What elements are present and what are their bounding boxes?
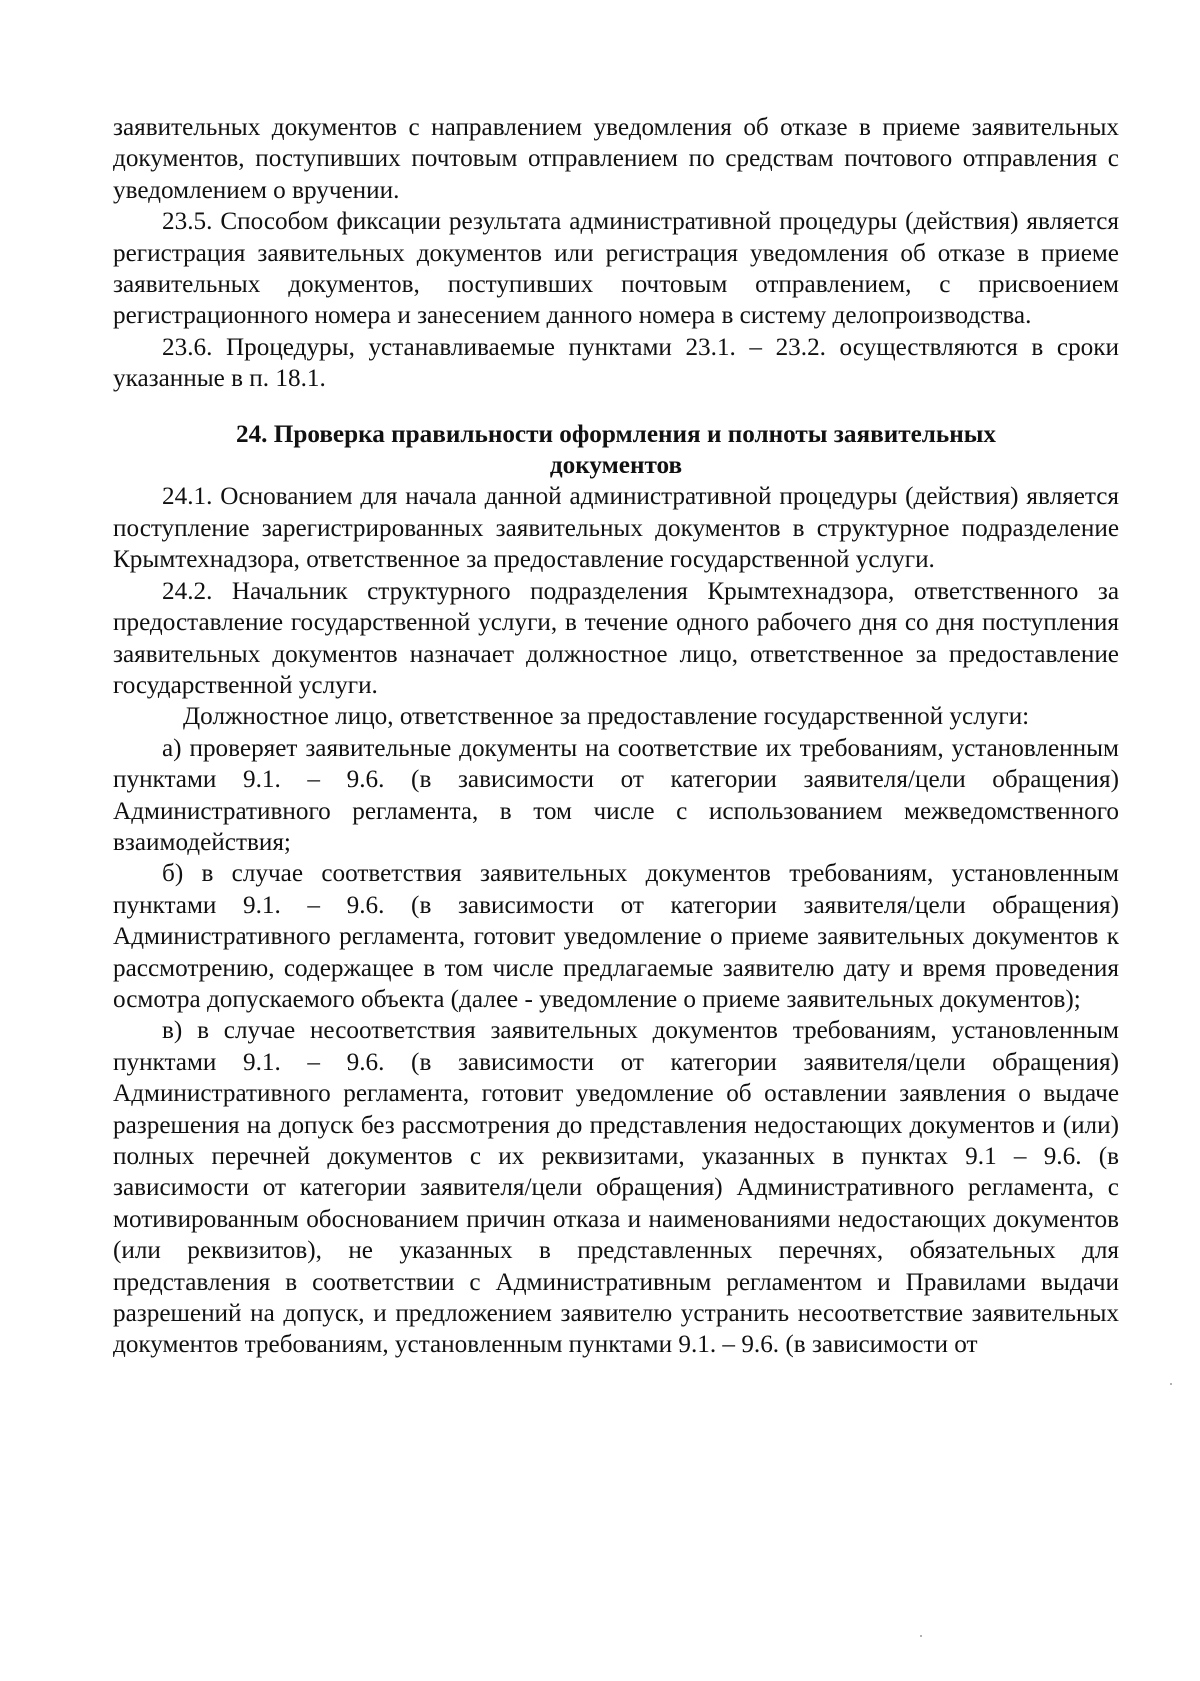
list-item-v: в) в случае несоответствия заявительных документов требованиям, установленным пунктами 9.1. – 9.6. (в зависимости от категории заявителя/цели обращения) Административного регламента, готовит уведомление об оставлении заявления о выдаче разрешения на допуск без рассмотрения до представления недостающих документов и (или) полных перечней документов с их реквизитами, указанных в пунктах 9.1 – 9.6. (в зависимости от категории заявителя/цели обращения) Административного регламента, с мотивированным обоснованием причин отказа и наименованиями недостающих документов (или реквизитов), не указанных в представленных перечнях, обязательных для представления в соответствии с Административным регламентом и Правилами выдачи разрешений на допуск, и предложением заявителю устранить несоответствие заявительных документов требованиям, установленным пунктами 9.1. – 9.6. (в зависимости от [113,1017,1119,1359]
list-item-a: а) проверяет заявительные документы на соответствие их требованиям, установленным пунктами 9.1. – 9.6. (в зависимости от категории заявителя/цели обращения) Административного регламента, в том числе с использованием межведомственного взаимодействия; [113,734,1119,856]
scan-speck [920,1635,922,1637]
section-heading: 24. Проверка правильности оформления и полноты заявительных документов [235,420,996,480]
scan-speck [1170,1383,1172,1385]
paragraph-24-2: 24.2. Начальник структурного подразделения Крымтехнадзора, ответственного за предоставление государственной услуги, в течение одного рабочего дня со дня поступления заявительных документов назначает должностное лицо, ответственное за предоставление государственной услуги. [113,577,1119,699]
paragraph-official-intro: Должностное лицо, ответственное за предоставление государственной услуги: [183,703,1030,731]
document-body [113,112,1119,1361]
list-item-b: б) в случае соответствия заявительных документов требованиям, установленным пунктами 9.1. – 9.6. (в зависимости от категории заявителя/цели обращения) Административного регламента, готовит уведомление о приеме заявительных документов к рассмотрению, содержащее в том числе предлагаемые заявителю дату и время проведения осмотра допускаемого объекта (далее - уведомление о приеме заявительных документов); [113,860,1119,1013]
paragraph-continuation: заявительных документов с направлением уведомления об отказе в приеме заявительных документов, поступивших почтовым отправлением по средствам почтового отправления с уведомлением о вручении. [113,114,1119,204]
paragraph-23-5: 23.5. Способом фиксации результата административной процедуры (действия) является регистрация заявительных документов или регистрация уведомления об отказе в приеме заявительных документов, поступивших почтовым отправлением, с присвоением регистрационного номера и занесением данного номера в систему делопроизводства. [113,208,1119,330]
paragraph-23-6: 23.6. Процедуры, устанавливаемые пунктами 23.1. – 23.2. осуществляются в сроки указанные в п. 18.1. [113,333,1119,393]
paragraph-24-1: 24.1. Основанием для начала данной административной процедуры (действия) является поступление зарегистрированных заявительных документов в структурное подразделение Крымтехнадзора, ответственное за предоставление государственной услуги. [113,483,1119,574]
